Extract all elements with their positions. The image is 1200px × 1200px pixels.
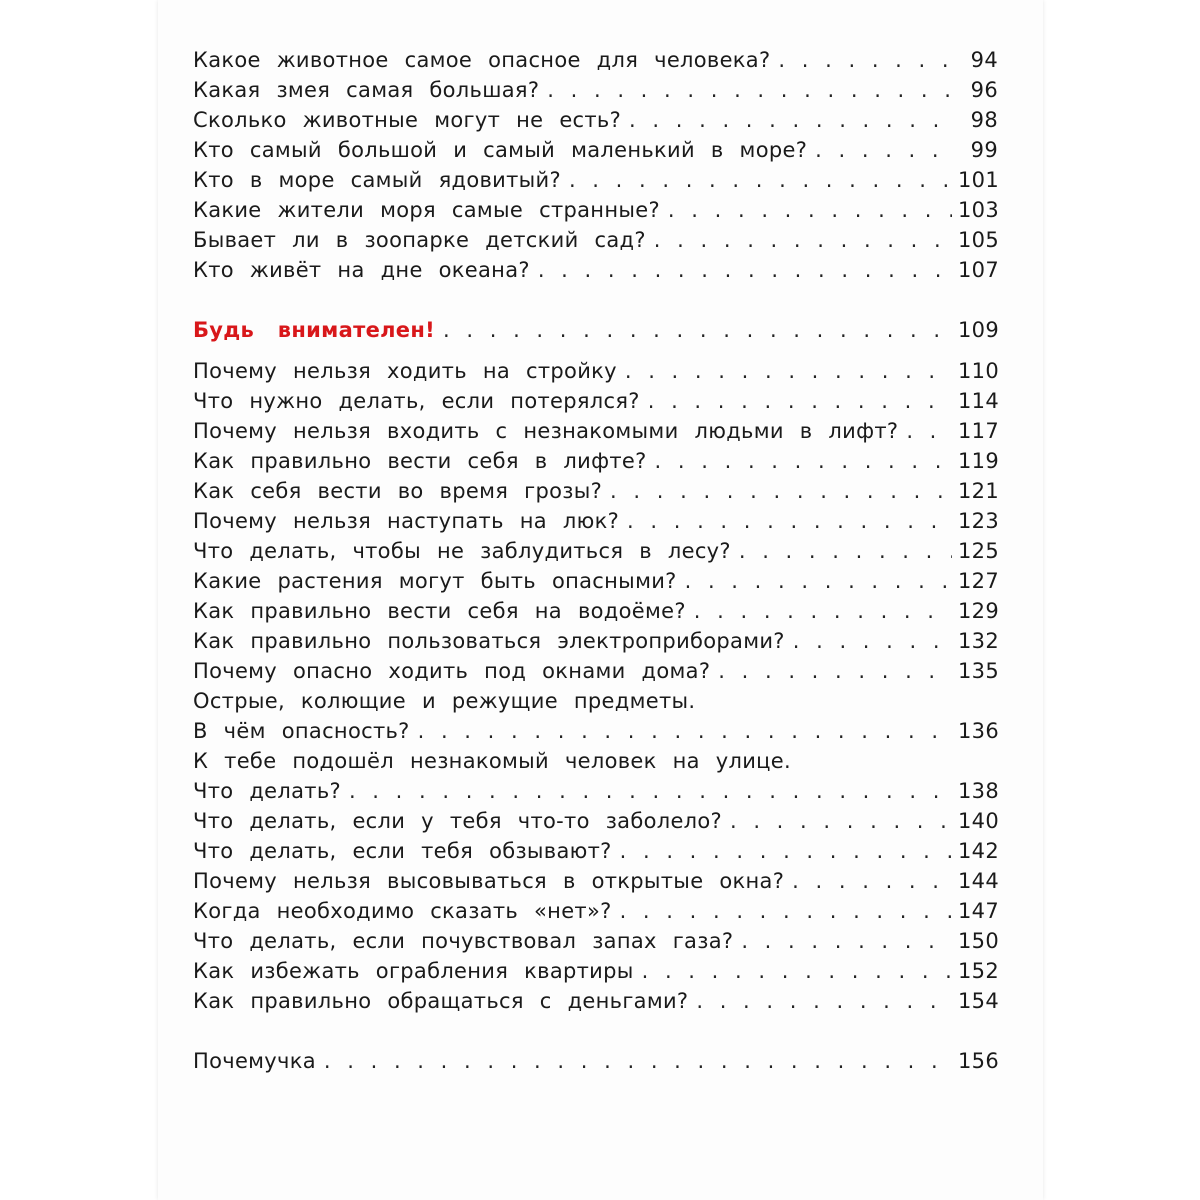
- toc-entry-title: Что делать, если у тебя что-то заболело?: [193, 809, 722, 833]
- toc-entry-title: Какие растения могут быть опасными?: [193, 569, 677, 593]
- toc-leader-dots: [316, 1046, 952, 1076]
- toc-entry-page: 135: [958, 659, 999, 683]
- toc-entry-title: Как правильно пользоваться электроприборами?: [193, 629, 785, 653]
- toc-entry-title: Кто в море самый ядовитый?: [193, 168, 561, 192]
- toc-entry-page: 109: [958, 318, 999, 342]
- toc-entry-title: Почему нельзя входить с незнакомыми людьми в лифт?: [193, 419, 899, 443]
- toc-leader-dots: [539, 75, 952, 105]
- toc-leader-dots: [341, 776, 952, 806]
- toc-entry-title: Какие жители моря самые странные?: [193, 198, 660, 222]
- toc-entry-title: Почему нельзя наступать на люк?: [193, 509, 620, 533]
- toc-leader-dots: [770, 45, 952, 75]
- toc-leader-dots: [640, 386, 952, 416]
- toc-entry-page: 98: [970, 108, 998, 132]
- toc-leader-dots: [660, 195, 952, 225]
- toc-leader-dots: [561, 165, 952, 195]
- toc-entry-page: 105: [958, 228, 999, 252]
- toc-entry-title: Почему опасно ходить под окнами дома?: [193, 659, 711, 683]
- toc-entry[interactable]: [193, 225, 998, 255]
- toc-entry-title: Почему нельзя высовываться в открытые окна?: [193, 869, 785, 893]
- toc-entry-title: Что делать, если почувствовал запах газа?: [193, 929, 734, 953]
- toc-entry-title: Как правильно вести себя в лифте?: [193, 449, 647, 473]
- toc-entry[interactable]: [193, 836, 998, 866]
- toc-entry-page: 117: [958, 419, 999, 443]
- toc-leader-dots: [898, 416, 952, 446]
- toc-entry-title: Сколько животные могут не есть?: [193, 108, 622, 132]
- toc-entry[interactable]: [193, 566, 998, 596]
- toc-leader-dots: [621, 105, 952, 135]
- toc-entry[interactable]: [193, 656, 998, 686]
- toc-section-heading[interactable]: [193, 315, 998, 345]
- toc-entry-first-line[interactable]: [193, 746, 998, 776]
- toc-entry-page: 142: [958, 839, 999, 863]
- toc-entry-page: 147: [958, 899, 999, 923]
- toc-leader-dots: [617, 356, 952, 386]
- toc-entry[interactable]: [193, 105, 998, 135]
- toc-entry[interactable]: [193, 866, 998, 896]
- toc-entry-pochemuchka[interactable]: [193, 1046, 998, 1076]
- toc-entry-title: Кто самый большой и самый маленький в море?: [193, 138, 808, 162]
- toc-leader-dots: [733, 926, 952, 956]
- toc-entry-page: 140: [958, 809, 999, 833]
- toc-entry[interactable]: [193, 626, 998, 656]
- toc-entry-page: 129: [958, 599, 999, 623]
- toc-entry-page: 121: [958, 479, 999, 503]
- toc-leader-dots: [634, 956, 952, 986]
- toc-entry-title: Почему нельзя ходить на стройку: [193, 359, 617, 383]
- toc-entry-title: Какое животное самое опасное для человека?: [193, 48, 771, 72]
- toc-entry[interactable]: [193, 896, 998, 926]
- toc-entry[interactable]: [193, 536, 998, 566]
- toc-leader-dots: [677, 566, 952, 596]
- toc-entry-title: Что делать, если тебя обзывают?: [193, 839, 612, 863]
- toc-leader-dots: [435, 315, 952, 345]
- toc-entry[interactable]: [193, 386, 998, 416]
- toc-leader-dots: [410, 716, 952, 746]
- toc-entry[interactable]: [193, 596, 998, 626]
- toc-entry-page: 138: [958, 779, 999, 803]
- toc-leader-dots: [784, 866, 952, 896]
- toc-entry-page: 144: [958, 869, 999, 893]
- toc-entry-page: 152: [958, 959, 999, 983]
- toc-entry-page: 107: [958, 258, 999, 282]
- toc-entry-page: 156: [958, 1049, 999, 1073]
- toc-entry-title: Как правильно обращаться с деньгами?: [193, 989, 689, 1013]
- toc-entry[interactable]: [193, 416, 998, 446]
- toc-leader-dots: [619, 506, 952, 536]
- toc-entry-title: Острые, колющие и режущие предметы.: [193, 689, 696, 713]
- toc-leader-dots: [686, 596, 952, 626]
- toc-leader-dots: [647, 446, 952, 476]
- toc-leader-dots: [602, 476, 952, 506]
- toc-entry-page: 94: [970, 48, 998, 72]
- toc-leader-dots: [722, 806, 952, 836]
- toc-entry[interactable]: [193, 716, 998, 746]
- toc-leader-dots: [646, 225, 952, 255]
- toc-entry-first-line[interactable]: [193, 686, 998, 716]
- toc-entry[interactable]: [193, 956, 998, 986]
- toc-leader-dots: [731, 536, 952, 566]
- toc-entry[interactable]: [193, 255, 998, 285]
- toc-entry-title: Как правильно вести себя на водоёме?: [193, 599, 686, 623]
- toc-leader-dots: [710, 656, 952, 686]
- toc-entry-page: 150: [958, 929, 999, 953]
- toc-entry-page: 123: [958, 509, 999, 533]
- toc-entry[interactable]: [193, 165, 998, 195]
- toc-entry-title: К тебе подошёл незнакомый человек на улице.: [193, 749, 791, 773]
- toc-entry-page: 114: [958, 389, 999, 413]
- toc-entry[interactable]: [193, 195, 998, 225]
- toc-entry[interactable]: [193, 446, 998, 476]
- toc-entry-page: 154: [958, 989, 999, 1013]
- toc-entry-title: Как себя вести во время грозы?: [193, 479, 603, 503]
- toc-entry-title: Бывает ли в зоопарке детский сад?: [193, 228, 646, 252]
- toc-leader-dots: [612, 896, 952, 926]
- toc-entry[interactable]: [193, 506, 998, 536]
- toc-entry-title: Кто живёт на дне океана?: [193, 258, 530, 282]
- toc-entry[interactable]: [193, 926, 998, 956]
- toc-entry-title: Как избежать ограбления квартиры: [193, 959, 634, 983]
- toc-leader-dots: [612, 836, 952, 866]
- toc-entry[interactable]: [193, 476, 998, 506]
- toc-leader-dots: [688, 986, 952, 1016]
- toc-entry-title: В чём опасность?: [193, 719, 410, 743]
- section-heading-title: Будь внимателен!: [193, 318, 436, 342]
- toc-leader-dots: [785, 626, 952, 656]
- toc-leader-dots: [530, 255, 952, 285]
- toc-entry[interactable]: [193, 135, 998, 165]
- toc-entry-page: 96: [970, 78, 998, 102]
- toc-entry-page: 132: [958, 629, 999, 653]
- toc-entry[interactable]: [193, 776, 998, 806]
- toc-entry-title: Почемучка: [193, 1049, 316, 1073]
- toc-entry-page: 119: [958, 449, 999, 473]
- toc-entry[interactable]: [193, 45, 998, 75]
- toc-entry[interactable]: [193, 986, 998, 1016]
- toc-entry-page: 103: [958, 198, 999, 222]
- toc-entry-page: 136: [958, 719, 999, 743]
- toc-leader-dots: [807, 135, 952, 165]
- toc-entry-page: 99: [970, 138, 998, 162]
- toc-entry-title: Какая змея самая большая?: [193, 78, 540, 102]
- toc-entry[interactable]: [193, 75, 998, 105]
- toc-entry-title: Что нужно делать, если потерялся?: [193, 389, 640, 413]
- toc-entry-title: Когда необходимо сказать «нет»?: [193, 899, 612, 923]
- toc-entry[interactable]: [193, 356, 998, 386]
- toc-entry-title: Что делать, чтобы не заблудиться в лесу?: [193, 539, 731, 563]
- toc-entry-page: 127: [958, 569, 999, 593]
- toc-entry[interactable]: [193, 806, 998, 836]
- toc-entry-page: 125: [958, 539, 999, 563]
- toc-entry-page: 101: [958, 168, 999, 192]
- toc-entry-page: 110: [958, 359, 999, 383]
- toc-entry-title: Что делать?: [193, 779, 341, 803]
